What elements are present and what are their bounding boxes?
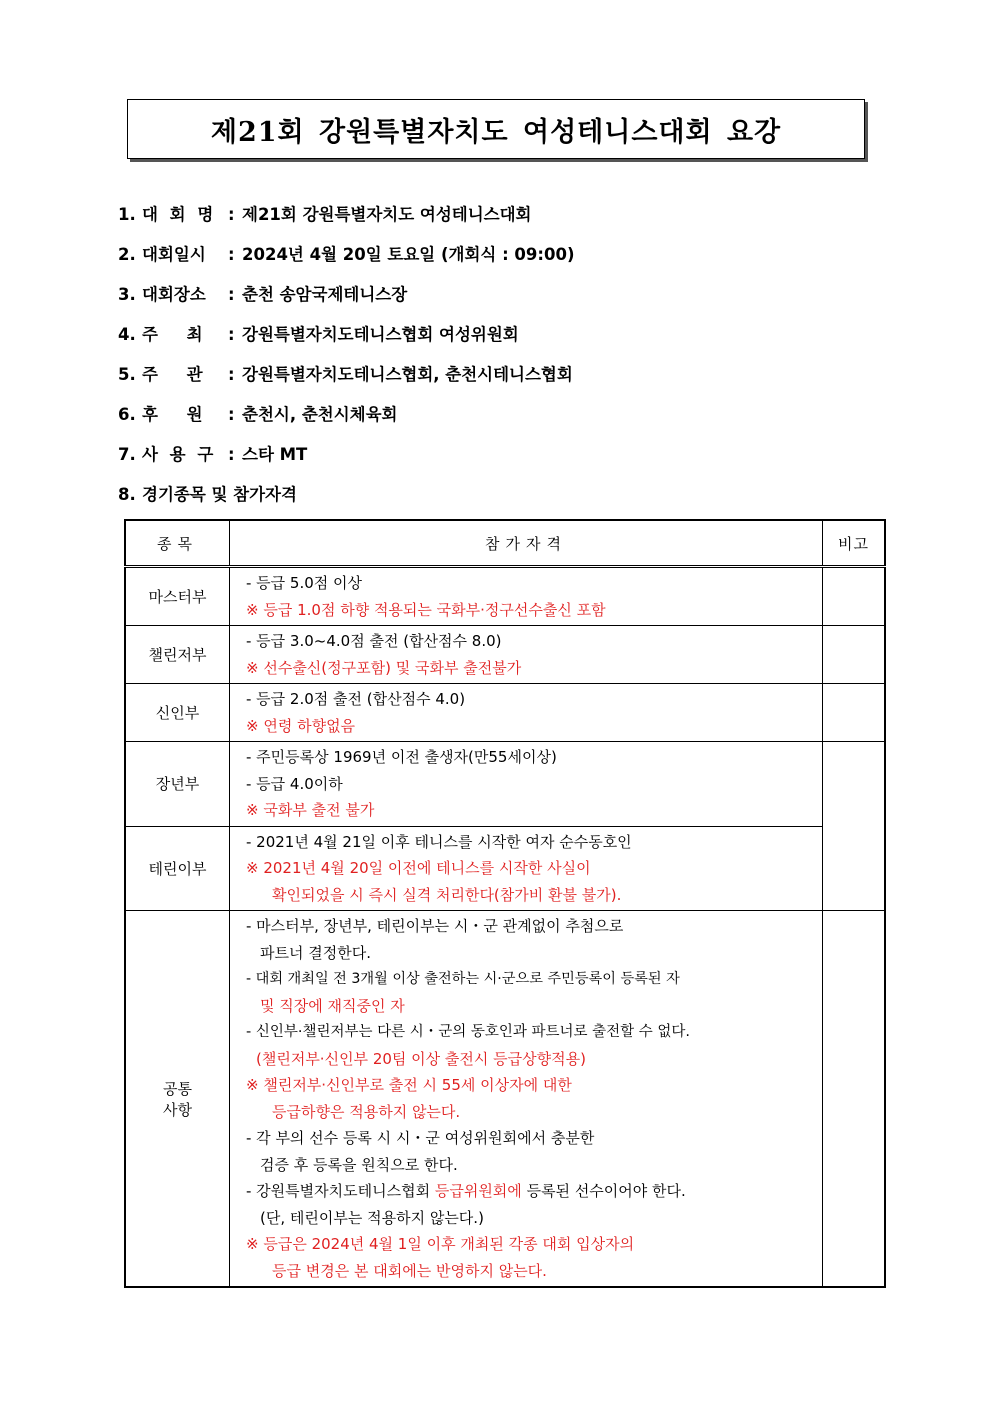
info-num: 6. [118, 405, 136, 424]
table-row [125, 911, 885, 1288]
info-label: 대회장소 [142, 285, 206, 304]
req-line: - 등급 2.0점 출전 (합산점수 4.0) [246, 690, 466, 708]
header-requirements: 참가자격 [230, 520, 823, 567]
header-note: 비고 [823, 520, 886, 567]
requirements-table [124, 519, 886, 1288]
info-value: 춘천시, 춘천시체육회 [242, 405, 398, 424]
info-value: 제21회 강원특별자치도 여성테니스대회 [242, 205, 532, 224]
info-label: 후 원 [142, 405, 203, 424]
row-category: 장년부 [125, 742, 230, 827]
info-row-name [118, 203, 878, 243]
req-note-line: 등급하향은 적용하지 않는다. [272, 1102, 461, 1121]
req-line: - 등급 3.0~4.0점 출전 (합산점수 8.0) [246, 632, 502, 650]
info-colon: : [228, 245, 235, 264]
info-value: 스타 MT [242, 445, 308, 464]
row-requirements [230, 742, 823, 827]
req-line: - 주민등록상 1969년 이전 출생자(만55세이상) [246, 748, 557, 766]
req-line: 검증 후 등록을 원칙으로 한다. [260, 1155, 458, 1174]
info-value: 강원특별자치도테니스협회, 춘천시테니스협회 [242, 365, 573, 384]
req-line: (단, 테린이부는 적용하지 않는다.) [260, 1208, 484, 1227]
table-row [125, 826, 885, 911]
info-row-sponsor [118, 403, 878, 443]
header-category: 종목 [125, 520, 230, 567]
req-line-highlight: 등급위원회에 [434, 1182, 522, 1200]
info-label: 대회일시 [142, 245, 206, 264]
info-label: 대 회 명 [142, 205, 214, 224]
info-label: 주 관 [142, 365, 203, 384]
row-requirements [230, 826, 823, 911]
row-requirements [230, 684, 823, 742]
info-num: 4. [118, 325, 136, 344]
info-value: 강원특별자치도테니스협회 여성위원회 [242, 325, 519, 344]
req-line: - 등급 4.0이하 [246, 774, 343, 793]
info-num: 3. [118, 285, 136, 304]
row-category-line: 사항 [163, 1100, 192, 1119]
row-category-line: 공통 [163, 1079, 192, 1098]
table-row [125, 567, 885, 626]
info-row-host [118, 323, 878, 363]
row-note [823, 911, 886, 1288]
info-colon: : [228, 365, 235, 384]
info-label: 경기종목 및 참가자격 [142, 485, 297, 504]
req-note-line: ※ 연령 하향없음 [246, 716, 356, 735]
info-label: 주 최 [142, 325, 203, 344]
req-note-line: ※ 선수출신(정구포함) 및 국화부 출전불가 [246, 658, 522, 677]
info-num: 8. [118, 485, 136, 504]
row-note [823, 684, 886, 742]
row-category: 마스터부 [125, 567, 230, 626]
table-row [125, 684, 885, 742]
req-line: - 2021년 4월 21일 이후 테니스를 시작한 여자 순수동호인 [246, 832, 632, 851]
table-header-row [125, 520, 885, 567]
info-colon: : [228, 285, 235, 304]
row-category: 신인부 [125, 684, 230, 742]
row-note [823, 626, 886, 684]
info-row-venue [118, 283, 878, 323]
info-colon: : [228, 405, 235, 424]
row-note [823, 567, 886, 626]
info-row-date [118, 243, 878, 283]
req-line: - 신인부·챌린저부는 다른 시・군의 동호인과 파트너로 출전할 수 없다. [246, 1024, 691, 1040]
info-label: 사 용 구 [142, 445, 214, 464]
req-note-line: ※ 국화부 출전 불가 [246, 801, 375, 819]
info-num: 2. [118, 245, 136, 264]
req-line: - 마스터부, 장년부, 테린이부는 시・군 관계없이 추첨으로 [246, 917, 624, 935]
info-value: 2024년 4월 20일 토요일 (개회식 : 09:00) [242, 245, 575, 264]
req-note-line: 등급 변경은 본 대회에는 반영하지 않는다. [272, 1261, 547, 1280]
page-title: 제21회 강원특별자치도 여성테니스대회 요강 [127, 99, 865, 159]
table-row [125, 626, 885, 684]
row-requirements [230, 911, 823, 1288]
req-note-line: ※ 챌린저부·신인부로 출전 시 55세 이상자에 대한 [246, 1076, 572, 1094]
row-requirements [230, 567, 823, 626]
row-requirements [230, 626, 823, 684]
row-category [125, 911, 230, 1288]
req-line-part: 등록된 선수이어야 한다. [526, 1182, 686, 1200]
info-row-ball [118, 443, 878, 483]
info-num: 5. [118, 365, 136, 384]
info-value: 춘천 송암국제테니스장 [242, 285, 408, 304]
req-line: 파트너 결정한다. [260, 943, 371, 962]
row-note [823, 742, 886, 911]
info-row-events [118, 483, 878, 523]
table-row [125, 742, 885, 827]
row-category: 테린이부 [125, 826, 230, 911]
req-line: - 대회 개최일 전 3개월 이상 출전하는 시·군으로 주민등록이 등록된 자 [246, 971, 680, 987]
req-line: - 등급 5.0점 이상 [246, 574, 363, 592]
req-note-line: (챌린저부·신인부 20팀 이상 출전시 등급상향적용) [256, 1049, 586, 1068]
info-num: 7. [118, 445, 136, 464]
req-note-line: ※ 등급은 2024년 4월 1일 이후 개최된 각종 대회 입상자의 [246, 1235, 635, 1253]
info-num: 1. [118, 205, 136, 224]
info-colon: : [228, 205, 235, 224]
info-colon: : [228, 445, 235, 464]
info-list [118, 203, 878, 523]
info-colon: : [228, 325, 235, 344]
req-line-mixed [246, 1178, 816, 1205]
req-note-line: ※ 등급 1.0점 하향 적용되는 국화부·정구선수출신 포함 [246, 600, 606, 619]
req-note-line: ※ 2021년 4월 20일 이전에 테니스를 시작한 사실이 [246, 859, 591, 877]
req-line: - 각 부의 선수 등록 시 시・군 여성위원회에서 충분한 [246, 1129, 595, 1147]
req-note-line: 확인되었을 시 즉시 실격 처리한다(참가비 환불 불가). [272, 885, 622, 904]
req-line-part: - 강원특별자치도테니스협회 [246, 1182, 431, 1200]
req-note-line: 및 직장에 재직중인 자 [260, 996, 405, 1015]
row-category: 챌린저부 [125, 626, 230, 684]
info-row-organizer [118, 363, 878, 403]
